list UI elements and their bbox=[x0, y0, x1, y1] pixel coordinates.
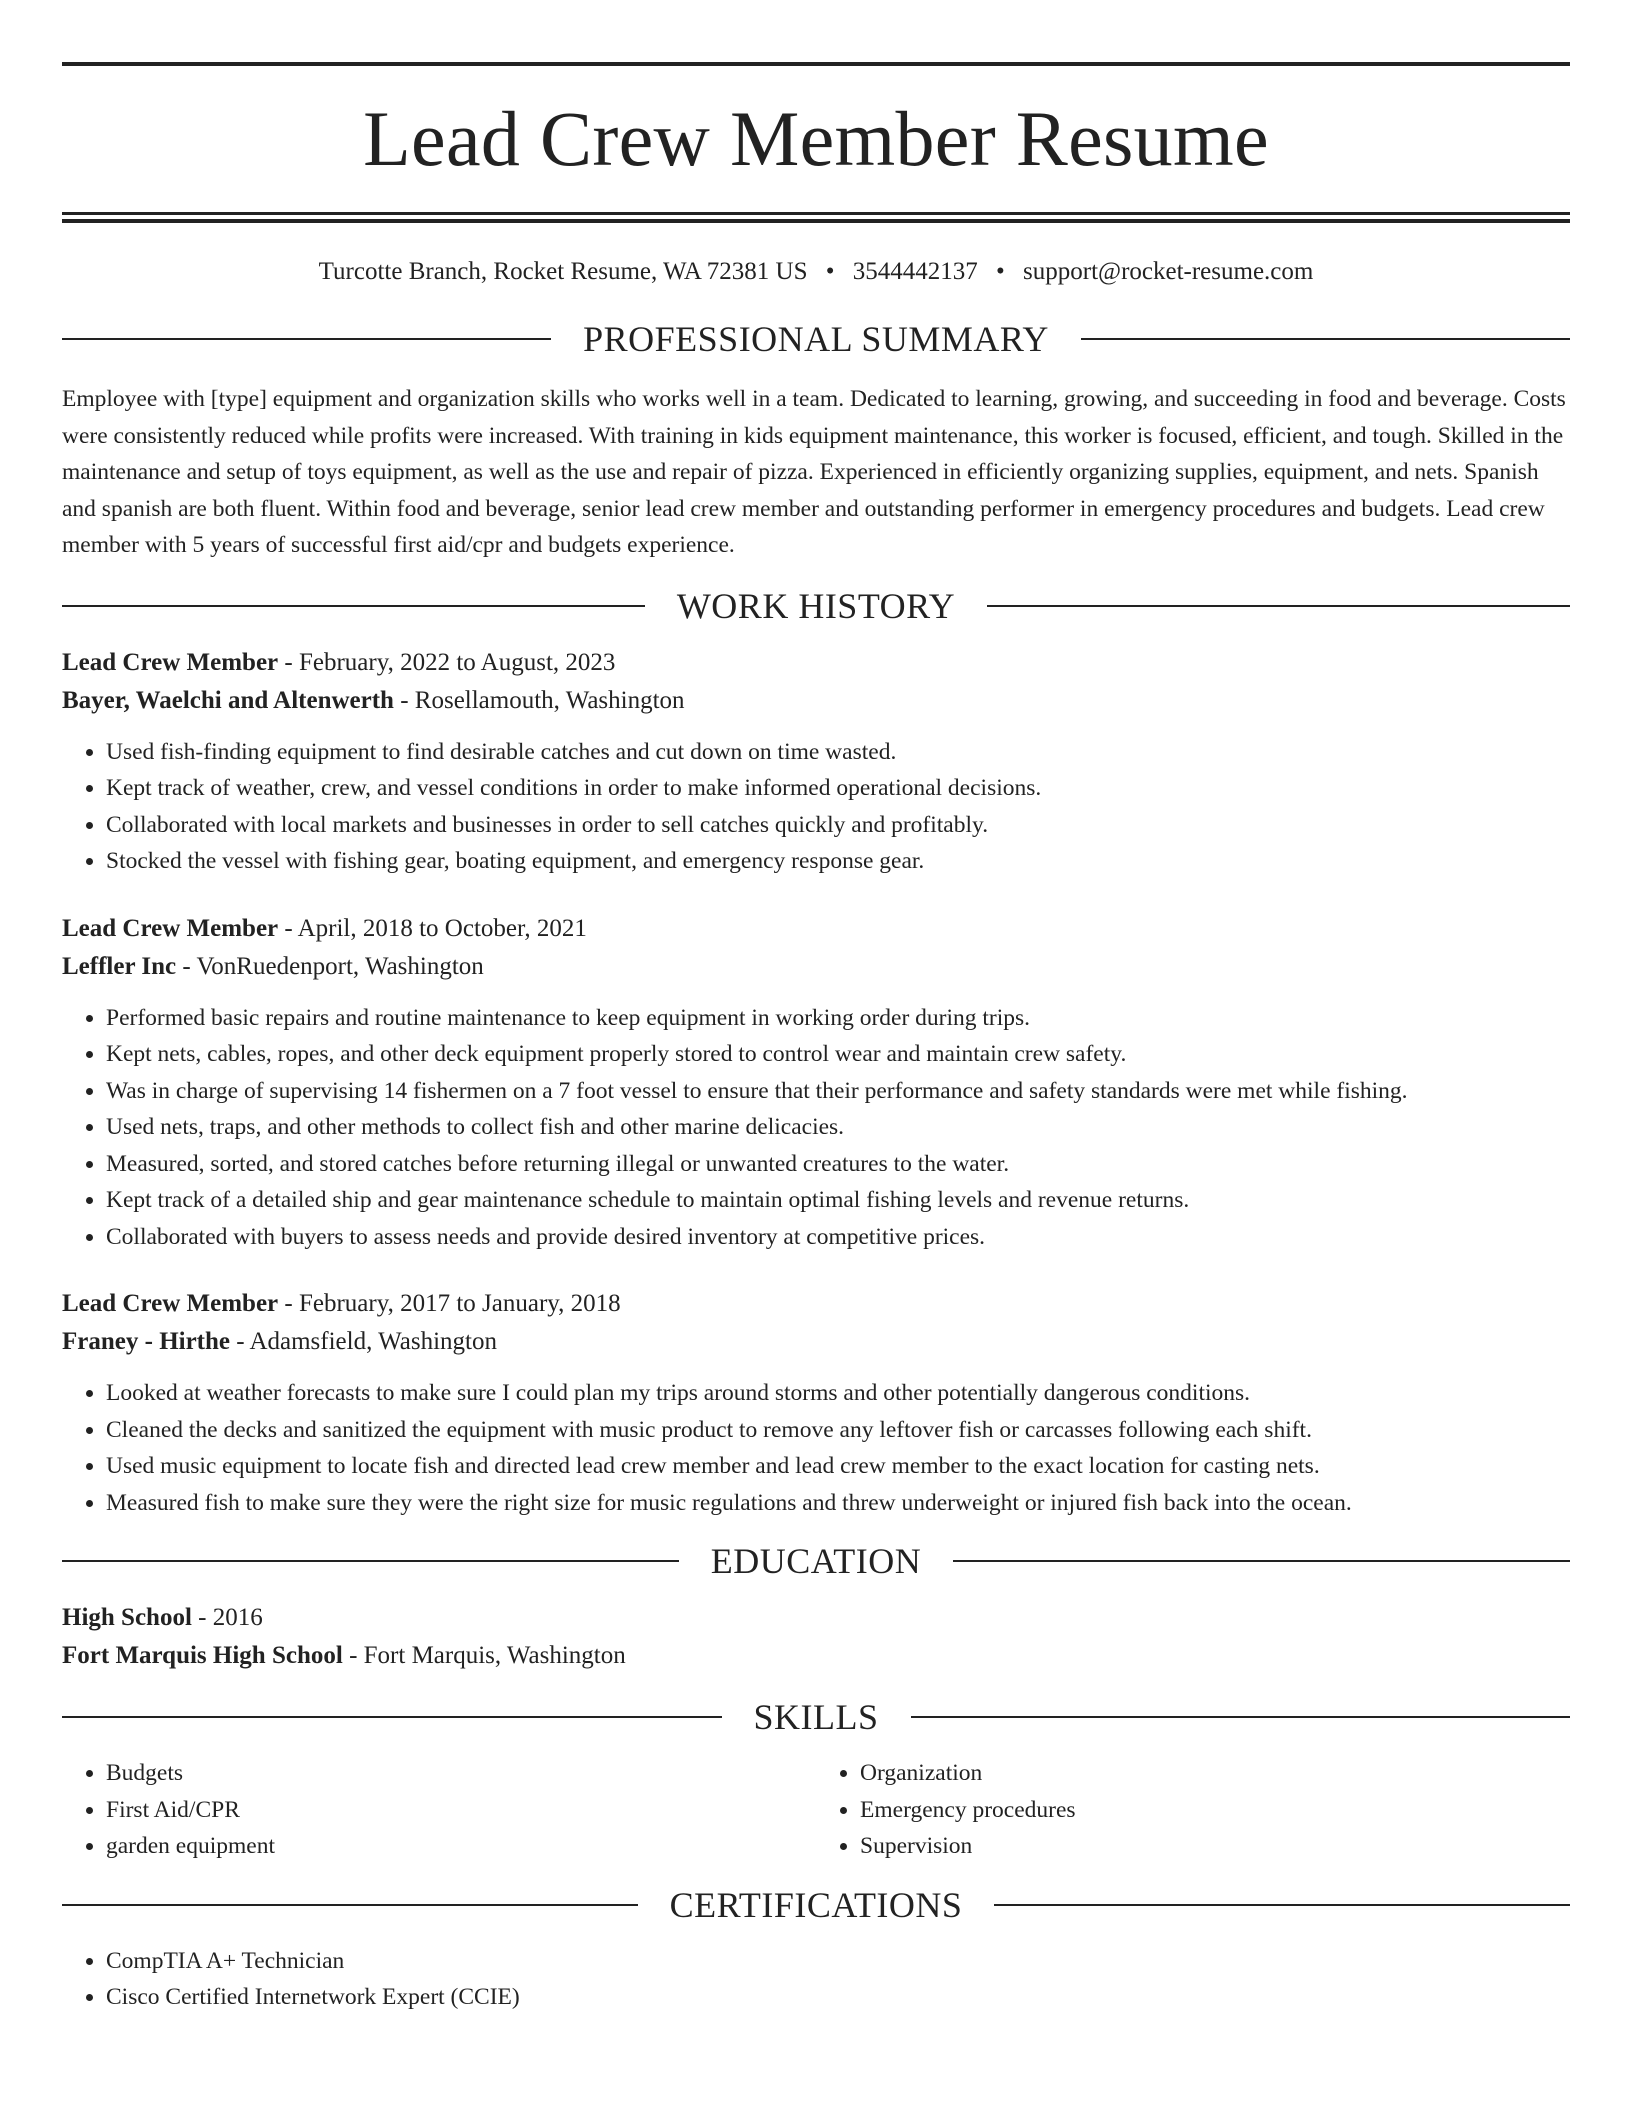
divider-line bbox=[62, 605, 645, 607]
education-school-line bbox=[62, 1637, 1570, 1675]
section-header-work-history bbox=[62, 586, 1570, 626]
job-company: Franey - Hirthe bbox=[62, 1328, 231, 1355]
job-title: Lead Crew Member bbox=[62, 1290, 279, 1317]
skill-item: • Organization bbox=[860, 1755, 1570, 1792]
job-location: - Rosellamouth, Washington bbox=[400, 686, 685, 714]
job-bullet: • Used music equipment to locate fish and directed lead crew member and lead crew member to the exact location for casting nets. bbox=[106, 1448, 1570, 1485]
contact-address: Turcotte Branch, Rocket Resume, WA 72381 US bbox=[318, 258, 808, 285]
job-company: Leffler Inc bbox=[62, 952, 177, 980]
job-bullet: • Used fish-finding equipment to find desirable catches and cut down on time wasted. bbox=[106, 734, 1570, 771]
job-company-line bbox=[62, 682, 1570, 720]
job-dates: - February, 2022 to August, 2023 bbox=[284, 648, 616, 676]
divider-line bbox=[987, 605, 1570, 607]
section-title: PROFESSIONAL SUMMARY bbox=[583, 319, 1049, 359]
job-entry bbox=[62, 644, 1570, 880]
skill-item: • Supervision bbox=[860, 1828, 1570, 1865]
job-bullet: • Looked at weather forecasts to make sure I could plan my trips around storms and other potentially dangerous conditions. bbox=[106, 1375, 1570, 1412]
skill-item: • garden equipment bbox=[106, 1828, 816, 1865]
divider-line bbox=[62, 1560, 679, 1562]
certifications-list bbox=[62, 1943, 1570, 2016]
job-bullet: • Kept track of a detailed ship and gear maintenance schedule to maintain optimal fishing levels and revenue returns. bbox=[106, 1182, 1570, 1219]
education-entry bbox=[62, 1599, 1570, 1675]
job-entry bbox=[62, 1285, 1570, 1521]
job-company-line bbox=[62, 948, 1570, 986]
job-bullet: • Cleaned the decks and sanitized the equipment with music product to remove any leftover fish or carcasses following each shift. bbox=[106, 1412, 1570, 1449]
skill-item: • First Aid/CPR bbox=[106, 1792, 816, 1829]
job-entry bbox=[62, 910, 1570, 1256]
section-title: CERTIFICATIONS bbox=[669, 1884, 963, 1925]
section-title: WORK HISTORY bbox=[676, 585, 956, 626]
divider-line bbox=[953, 1560, 1570, 1562]
contact-phone: 3544442137 bbox=[852, 258, 978, 285]
job-title-line bbox=[62, 1285, 1570, 1323]
skills-column-left bbox=[62, 1755, 816, 1865]
job-title: Lead Crew Member bbox=[62, 914, 279, 942]
education-degree-line bbox=[62, 1599, 1570, 1637]
job-location: - Adamsfield, Washington bbox=[236, 1328, 497, 1355]
job-bullets bbox=[62, 734, 1570, 880]
divider-line bbox=[62, 1716, 722, 1718]
contact-email: support@rocket-resume.com bbox=[1023, 258, 1314, 285]
job-bullet: • Kept track of weather, crew, and vessel conditions in order to make informed operational decisions. bbox=[106, 770, 1570, 807]
title-double-rule bbox=[62, 212, 1570, 223]
education-year: - 2016 bbox=[198, 1604, 263, 1631]
job-dates: - April, 2018 to October, 2021 bbox=[284, 914, 587, 942]
job-bullet: • Stocked the vessel with fishing gear, boating equipment, and emergency response gear. bbox=[106, 843, 1570, 880]
job-bullet: • Was in charge of supervising 14 fishermen on a 7 foot vessel to ensure that their performance and safety standards were met while fishing. bbox=[106, 1073, 1570, 1110]
divider-line bbox=[1081, 338, 1570, 340]
resume-page bbox=[62, 0, 1570, 2016]
education-location: - Fort Marquis, Washington bbox=[349, 1642, 626, 1669]
section-title: EDUCATION bbox=[710, 1541, 922, 1581]
section-header-education bbox=[62, 1541, 1570, 1581]
job-dates: - February, 2017 to January, 2018 bbox=[284, 1290, 621, 1317]
job-bullet: • Kept nets, cables, ropes, and other deck equipment properly stored to control wear and maintain crew safety. bbox=[106, 1036, 1570, 1073]
skill-item: • Emergency procedures bbox=[860, 1792, 1570, 1829]
skill-item: • Budgets bbox=[106, 1755, 816, 1792]
summary-text: Employee with [type] equipment and organization skills who works well in a team. Dedicated to learning, growing, and succeeding in food and beverage. Costs were consistently reduced while profits were increased. With training in kids equipment maintenance, this worker is focused, efficient, and tough. Skilled in the maintenance and setup of toys equipment, as well as the use and repair of pizza. Experienced in efficiently organizing supplies, equipment, and nets. Spanish and spanish are both fluent. Within food and beverage, senior lead crew member and outstanding performer in emergency procedures and budgets. Lead crew member with 5 years of successful first aid/cpr and budgets experience. bbox=[62, 386, 1566, 558]
job-bullets bbox=[62, 1375, 1570, 1521]
job-location: - VonRuedenport, Washington bbox=[182, 952, 484, 980]
job-bullet: • Used nets, traps, and other methods to collect fish and other marine delicacies. bbox=[106, 1109, 1570, 1146]
divider-line bbox=[62, 338, 551, 340]
section-title: SKILLS bbox=[753, 1697, 879, 1737]
divider-line bbox=[994, 1904, 1570, 1906]
certification-item: • Cisco Certified Internetwork Expert (CCIE) bbox=[106, 1979, 1570, 2016]
section-header-skills bbox=[62, 1697, 1570, 1737]
section-header-summary bbox=[62, 319, 1570, 359]
resume-title: Lead Crew Member Resume bbox=[363, 95, 1269, 182]
section-header-certifications bbox=[62, 1885, 1570, 1925]
job-title-line bbox=[62, 910, 1570, 948]
job-company: Bayer, Waelchi and Altenwerth bbox=[62, 686, 394, 714]
job-bullets bbox=[62, 1000, 1570, 1256]
job-bullet: • Performed basic repairs and routine maintenance to keep equipment in working order during trips. bbox=[106, 1000, 1570, 1037]
job-bullet: • Collaborated with local markets and businesses in order to sell catches quickly and profitably. bbox=[106, 807, 1570, 844]
contact-separator: • bbox=[825, 258, 835, 285]
contact-separator: • bbox=[996, 258, 1005, 285]
job-bullet: • Measured fish to make sure they were the right size for music regulations and threw underweight or injured fish back into the ocean. bbox=[106, 1485, 1570, 1522]
education-school: Fort Marquis High School bbox=[62, 1642, 343, 1669]
certification-item: • CompTIA A+ Technician bbox=[106, 1943, 1570, 1980]
skills-grid bbox=[62, 1755, 1570, 1865]
skills-column-right bbox=[816, 1755, 1570, 1865]
job-company-line bbox=[62, 1323, 1570, 1361]
divider-line bbox=[62, 1904, 638, 1906]
divider-line bbox=[911, 1716, 1571, 1718]
education-degree: High School bbox=[62, 1604, 192, 1631]
job-title-line bbox=[62, 644, 1570, 682]
job-title: Lead Crew Member bbox=[62, 648, 279, 676]
job-bullet: • Collaborated with buyers to assess needs and provide desired inventory at competitive prices. bbox=[106, 1219, 1570, 1256]
job-bullet: • Measured, sorted, and stored catches before returning illegal or unwanted creatures to the water. bbox=[106, 1146, 1570, 1183]
contact-line bbox=[62, 257, 1570, 287]
